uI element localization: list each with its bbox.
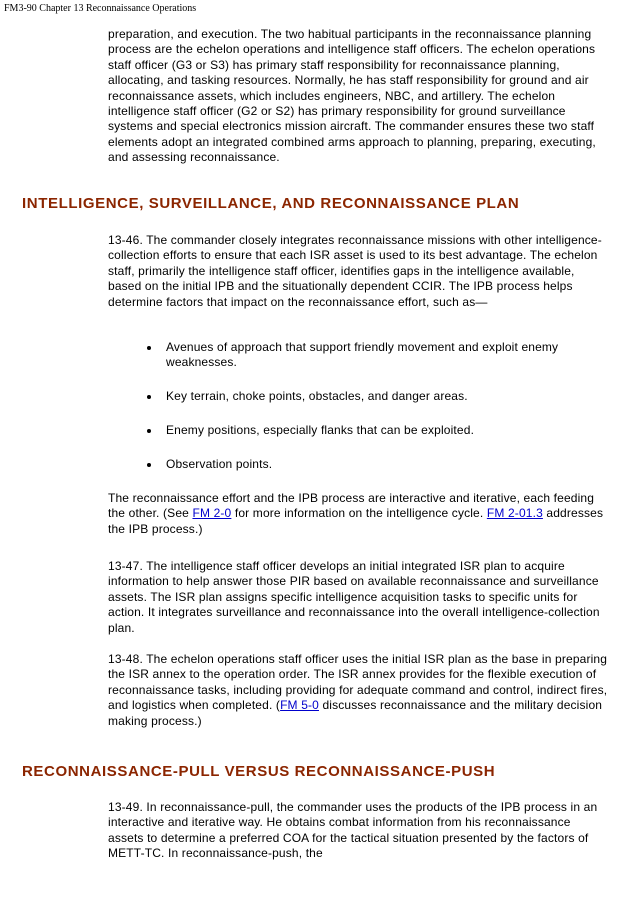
text-segment: 13-48. The echelon operations staff officer uses the initial ISR plan as the base in preparing the ISR annex to the operation order. The ISR annex provides for the flexible execution of reconnaissance tasks, including providing for adequate command and control, indirect fires, and logistics when completed. ( [108,652,608,713]
bullet-text: Avenues of approach that support friendly movement and exploit enemy weaknesses. [166,340,559,370]
bullet-item [152,389,592,404]
paragraph-ipb-iterative [108,491,608,537]
intro-paragraph: preparation, and execution. The two habitual participants in the reconnaissance planning process are the echelon operations and intelligence staff officers. The echelon operations staff officer (G3 or S3) has primary staff responsibility for reconnaissance planning, allocating, and tasking resources. Normally, he has staff responsibility for ground and air reconnaissance assets, which includes engineers, NBC, and artillery. The echelon intelligence staff officer (G2 or S2) has primary responsibility for ground surveillance systems and special electronics mission aircraft. The commander ensures these two staff elements adopt an integrated combined arms approach to planning, preparing, executing, and assessing reconnaissance. [108,27,596,165]
bullet-item [152,423,592,438]
bullet-item [152,340,592,371]
section-heading-recon-pull-push: RECONNAISSANCE-PULL VERSUS RECONNAISSANCE-PUSH [22,763,496,780]
link-fm-5-0[interactable]: FM 5-0 [280,698,319,713]
link-fm-2-0[interactable]: FM 2-0 [192,506,232,521]
bullet-dot-icon [147,429,151,433]
section-heading-isr-plan: INTELLIGENCE, SURVEILLANCE, AND RECONNAISSANCE PLAN [22,195,520,212]
text-segment: addresses the IPB process.) [108,506,604,536]
text-segment: The reconnaissance effort and the IPB process are interactive and iterative, each feeding the other. (See [108,491,595,521]
bullet-dot-icon [147,395,151,399]
link-fm-2-01-3[interactable]: FM 2-01.3 [486,506,543,521]
text-segment: for more information on the intelligence cycle. [231,506,487,521]
bullet-text: Enemy positions, especially flanks that can be exploited. [166,423,475,437]
paragraph-13-48 [108,652,608,729]
text-segment: discusses reconnaissance and the military decision making process.) [108,698,603,728]
bullet-item [152,457,592,472]
bullet-text: Observation points. [166,457,273,471]
paragraph-13-47: 13-47. The intelligence staff officer develops an initial integrated ISR plan to acquire information to help answer those PIR based on available reconnaissance and surveillance assets. The ISR plan assigns specific intelligence acquisition tasks to specific units for action. It integrates surveillance and reconnaissance into the overall intelligence-collection plan. [108,559,600,635]
bullet-dot-icon [147,463,151,467]
paragraph-13-49: 13-49. In reconnaissance-pull, the commander uses the products of the IPB process in an interactive and iterative way. He obtains combat information from his reconnaissance assets to determine a preferred COA for the tactical situation presented by the factors of METT-TC. In reconnaissance-push, the [108,800,598,861]
bullet-text: Key terrain, choke points, obstacles, and danger areas. [166,389,468,403]
bullet-dot-icon [147,346,151,350]
running-header: FM3-90 Chapter 13 Reconnaissance Operations [4,3,197,14]
paragraph-13-46: 13-46. The commander closely integrates reconnaissance missions with other intelligence-collection efforts to ensure that each ISR asset is used to its best advantage. The echelon staff, primarily the intelligence staff officer, identifies gaps in the intelligence available, based on the initial IPB and the situationally dependent CCIR. The IPB process helps determine factors that impact on the reconnaissance effort, such as— [108,233,602,309]
